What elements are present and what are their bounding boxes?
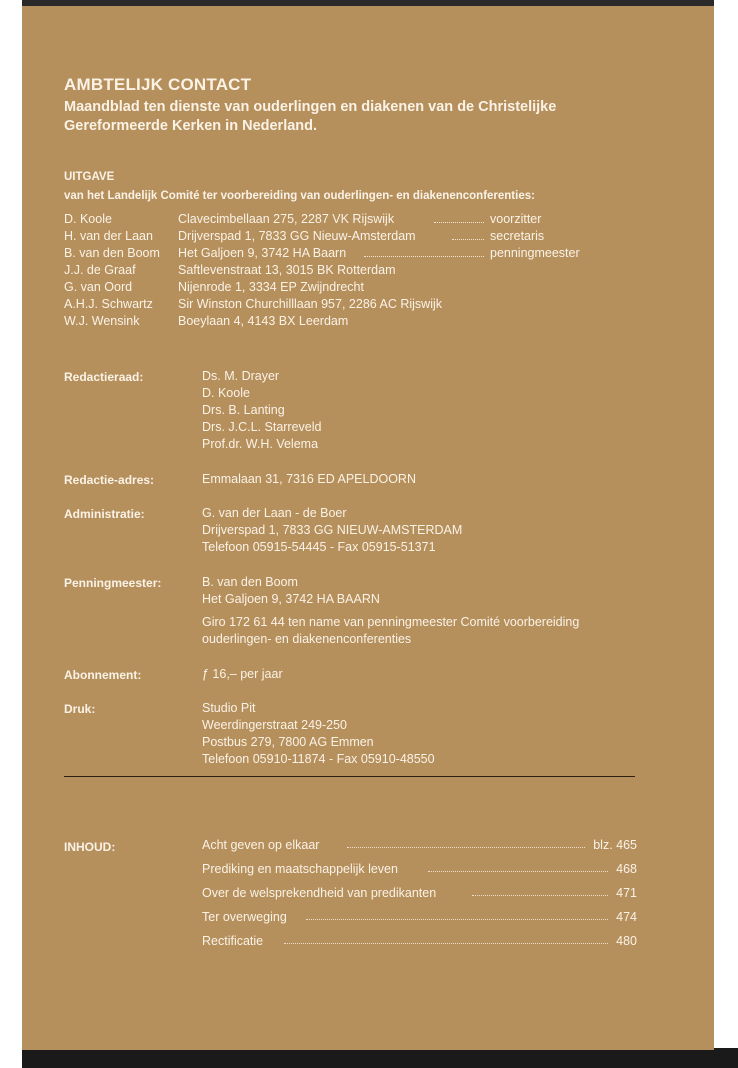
- abonnement-label: Abonnement:: [64, 668, 142, 682]
- toc-page: 474: [616, 910, 637, 924]
- leader-dots: [472, 895, 608, 896]
- member-name: W.J. Wensink: [64, 314, 140, 328]
- administratie-block: [202, 505, 462, 556]
- member-name: G. van Oord: [64, 280, 133, 294]
- leader-dots: [306, 919, 608, 920]
- member-row: [64, 229, 624, 246]
- page-subtitle: Maandblad ten dienste van ouderlingen en diakenen van de Christelijke Gereformeerde Kerken in Nederland.: [64, 99, 557, 134]
- toc-title: Rectificatie: [202, 934, 264, 948]
- giro-line: ouderlingen- en diakenenconferenties: [202, 632, 412, 646]
- toc-title: Ter overweging: [202, 910, 287, 924]
- toc-item: [202, 886, 637, 904]
- administratie-line: Telefoon 05915-54445 - Fax 05915-51371: [202, 540, 436, 554]
- leader-dots: [428, 871, 608, 872]
- toc-page: 471: [616, 886, 637, 900]
- giro-line: Giro 172 61 44 ten name van penningmeester Comité voorbereiding: [202, 615, 580, 629]
- scan-margin-right: [714, 6, 738, 1054]
- leader-dots: [284, 943, 608, 944]
- member-row: [64, 314, 624, 331]
- member-name: J.J. de Graaf: [64, 263, 136, 277]
- penningmeester-block: [202, 574, 380, 608]
- member-name: H. van der Laan: [64, 229, 153, 243]
- toc-item: [202, 838, 637, 856]
- redactie-adres-label: Redactie-adres:: [64, 473, 155, 487]
- toc-page: blz. 465: [593, 838, 637, 852]
- toc-title: Prediking en maatschappelijk leven: [202, 862, 398, 876]
- toc-item: [202, 910, 637, 928]
- member-name: A.H.J. Schwartz: [64, 297, 153, 311]
- druk-line: Postbus 279, 7800 AG Emmen: [202, 735, 374, 749]
- redactieraad-label: Redactieraad:: [64, 370, 144, 384]
- druk-block: [202, 700, 435, 768]
- member-address: Drijverspad 1, 7833 GG Nieuw-Amsterdam: [178, 229, 416, 243]
- member-address: Nijenrode 1, 3334 EP Zwijndrecht: [178, 280, 364, 294]
- divider-rule: [64, 776, 635, 777]
- administratie-line: Drijverspad 1, 7833 GG NIEUW-AMSTERDAM: [202, 523, 463, 537]
- druk-line: Weerdingerstraat 249-250: [202, 718, 347, 732]
- colophon-page: [22, 6, 714, 1056]
- toc-title: Acht geven op elkaar: [202, 838, 320, 852]
- member-role: voorzitter: [490, 212, 542, 226]
- member-role: penningmeester: [490, 246, 580, 260]
- uitgave-heading: UITGAVE: [64, 171, 115, 183]
- member-address: Clavecimbellaan 275, 2287 VK Rijswijk: [178, 212, 395, 226]
- leader-dots: [364, 246, 484, 257]
- giro-block: [202, 614, 579, 648]
- scan-edge-bottom: [22, 1050, 738, 1068]
- penningmeester-label: Penningmeester:: [64, 576, 162, 590]
- administratie-line: G. van der Laan - de Boer: [202, 506, 347, 520]
- druk-line: Telefoon 05910-11874 - Fax 05910-48550: [202, 752, 435, 766]
- toc-page: 468: [616, 862, 637, 876]
- uitgave-subheading: van het Landelijk Comité ter voorbereiding van ouderlingen- en diakenenconferenties:: [64, 190, 535, 202]
- toc-item: [202, 934, 637, 952]
- member-row: [64, 280, 624, 297]
- leader-dots: [347, 847, 585, 848]
- toc-item: [202, 862, 637, 880]
- leader-dots: [452, 229, 484, 240]
- member-address: Sir Winston Churchilllaan 957, 2286 AC Rijswijk: [178, 297, 443, 311]
- member-name: D. Koole: [64, 212, 112, 226]
- member-address: Boeylaan 4, 4143 BX Leerdam: [178, 314, 349, 328]
- editor-name: Drs. J.C.L. Starreveld: [202, 420, 322, 434]
- member-row: [64, 246, 624, 263]
- scan-edge-corner: [714, 1048, 738, 1060]
- druk-line: Studio Pit: [202, 701, 256, 715]
- penningmeester-line: Het Galjoen 9, 3742 HA BAARN: [202, 592, 380, 606]
- editor-name: Prof.dr. W.H. Velema: [202, 437, 319, 451]
- member-address: Saftlevenstraat 13, 3015 BK Rotterdam: [178, 263, 396, 277]
- member-row: [64, 212, 624, 229]
- editor-name: D. Koole: [202, 386, 250, 400]
- member-role: secretaris: [490, 229, 545, 243]
- editor-name: Ds. M. Drayer: [202, 369, 280, 383]
- member-row: [64, 297, 624, 314]
- member-row: [64, 263, 624, 280]
- member-name: B. van den Boom: [64, 246, 160, 260]
- penningmeester-line: B. van den Boom: [202, 575, 298, 589]
- page-title: AMBTELIJK CONTACT: [64, 75, 252, 94]
- leader-dots: [434, 212, 484, 223]
- inhoud-label: INHOUD:: [64, 840, 116, 854]
- toc-page: 480: [616, 934, 637, 948]
- redactieraad-list: [202, 368, 321, 453]
- member-address: Het Galjoen 9, 3742 HA Baarn: [178, 246, 347, 260]
- administratie-label: Administratie:: [64, 507, 145, 521]
- editor-name: Drs. B. Lanting: [202, 403, 285, 417]
- toc-title: Over de welsprekendheid van predikanten: [202, 886, 437, 900]
- abonnement-value: ƒ 16,– per jaar: [202, 667, 283, 681]
- druk-label: Druk:: [64, 702, 96, 716]
- redactie-adres-value: Emmalaan 31, 7316 ED APELDOORN: [202, 472, 416, 486]
